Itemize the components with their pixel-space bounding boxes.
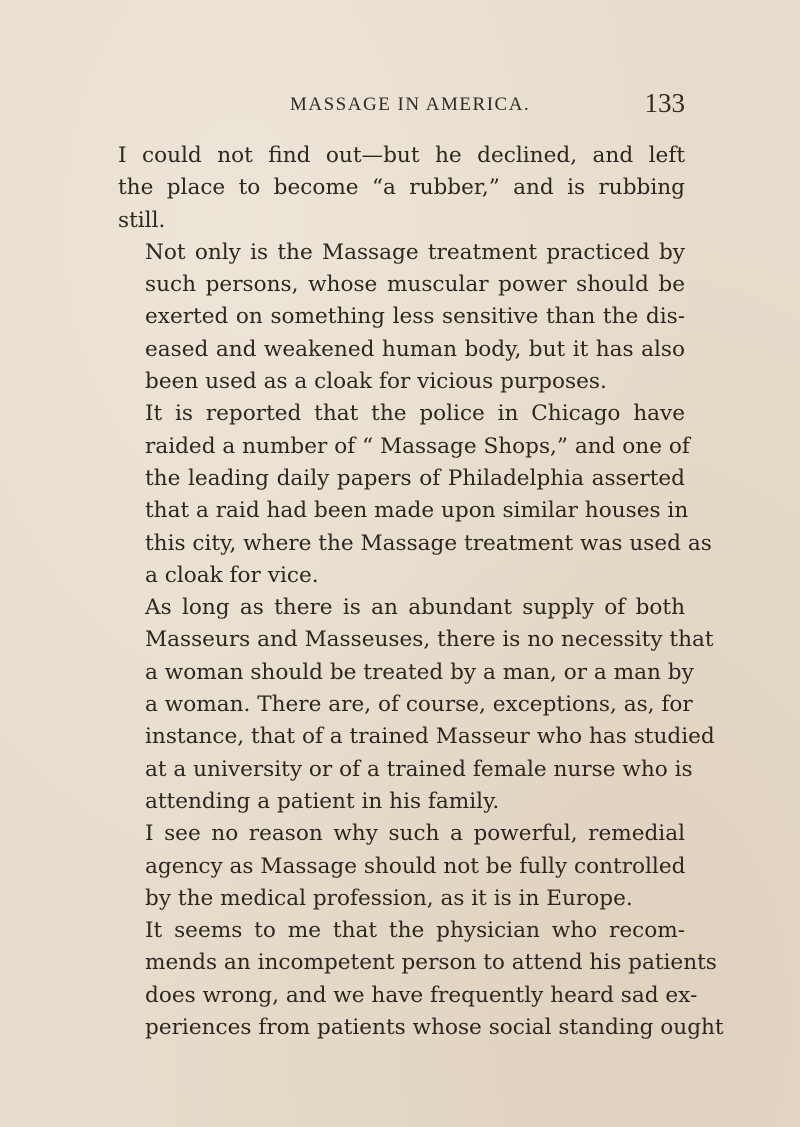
- text-line: As long as there is an abundant supply of both: [145, 595, 685, 621]
- running-header: [118, 88, 685, 124]
- text-line: at a university or of a trained female nurse who is: [145, 756, 693, 782]
- text-line: by the medical profession, as it is in Europe.: [145, 885, 633, 911]
- page-number: 133: [644, 88, 685, 118]
- text-line: the place to become “a rubber,” and is rubbing: [118, 175, 685, 201]
- text-line: still.: [118, 207, 166, 233]
- text-line: a woman. There are, of course, exceptions, as, for: [145, 692, 693, 718]
- paragraph: [118, 140, 685, 237]
- body-text: [118, 140, 724, 1044]
- text-line: I see no reason why such a powerful, remedial: [145, 821, 685, 847]
- text-line: attending a patient in his family.: [145, 788, 500, 814]
- text-line: a cloak for vice.: [145, 562, 319, 588]
- text-line: a woman should be treated by a man, or a man by: [145, 659, 694, 685]
- text-line: the leading daily papers of Philadelphia asserted: [145, 465, 685, 491]
- text-line: It is reported that the police in Chicago have: [145, 401, 685, 427]
- paragraph: [118, 237, 685, 398]
- text-line: exerted on something less sensitive than the dis-: [145, 304, 685, 330]
- text-line: Not only is the Massage treatment practiced by: [145, 239, 685, 265]
- text-line: that a raid had been made upon similar houses in: [145, 498, 689, 524]
- paragraph: [118, 818, 685, 915]
- paragraph: [118, 915, 724, 1044]
- text-line: raided a number of “ Massage Shops,” and one of: [145, 433, 690, 459]
- text-line: instance, that of a trained Masseur who has studied: [145, 724, 715, 750]
- running-title: MASSAGE IN AMERICA.: [290, 94, 531, 115]
- text-line: this city, where the Massage treatment was used as: [145, 530, 712, 556]
- text-line: mends an incompetent person to attend his patients: [145, 950, 717, 976]
- text-line: It seems to me that the physician who recom-: [145, 918, 685, 944]
- text-line: such persons, whose muscular power should be: [145, 272, 685, 298]
- text-line: agency as Massage should not be fully controlled: [145, 853, 686, 879]
- text-line: I could not find out—but he declined, and left: [118, 143, 685, 168]
- paragraph: [118, 592, 715, 818]
- paragraph: [118, 398, 712, 592]
- text-line: Masseurs and Masseuses, there is no necessity that: [145, 627, 714, 653]
- text-line: been used as a cloak for vicious purposes.: [145, 369, 607, 395]
- text-line: periences from patients whose social standing ought: [145, 1015, 724, 1041]
- text-line: eased and weakened human body, but it has also: [145, 336, 685, 362]
- text-line: does wrong, and we have frequently heard sad ex-: [145, 982, 698, 1008]
